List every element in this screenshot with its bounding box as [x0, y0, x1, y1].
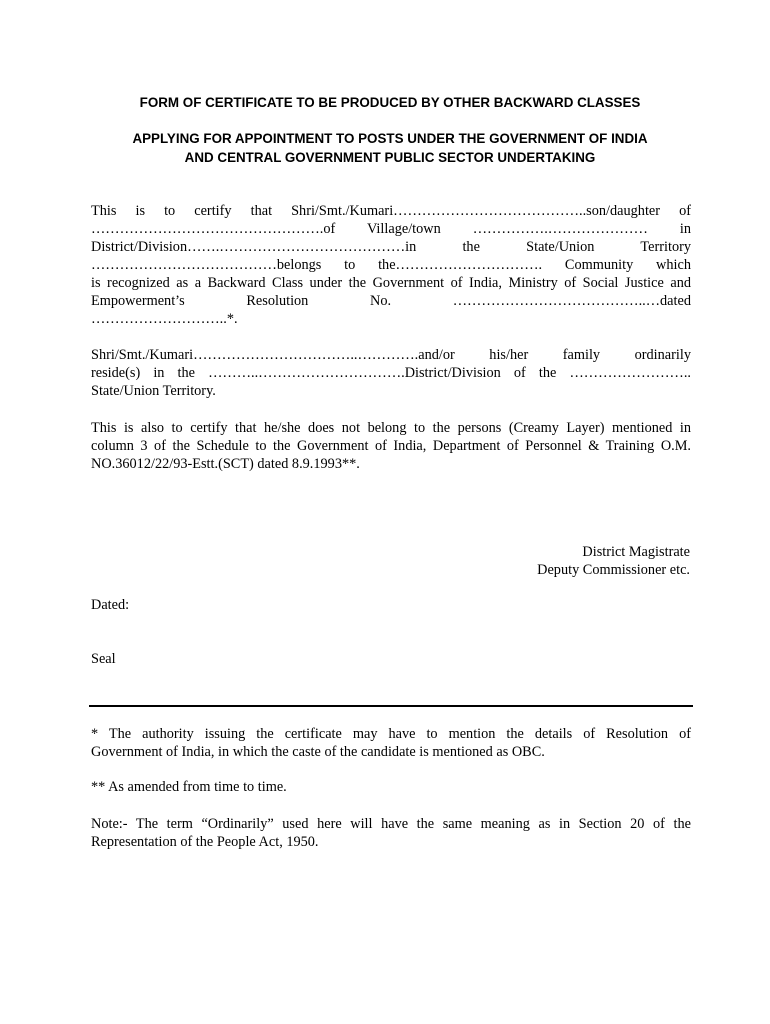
certify-line-2: ………………………………………….of Village/town …………….………………… in	[91, 221, 691, 237]
seal-label: Seal	[91, 651, 116, 667]
certify-line-1: This is to certify that Shri/Smt./Kumari…………………………………..son/daughter of	[91, 203, 691, 219]
reside-line-1: Shri/Smt./Kumari……………………………..………….and/or his/her family ordinarily	[91, 347, 691, 363]
form-subtitle-line-1: APPLYING FOR APPOINTMENT TO POSTS UNDER THE GOVERNMENT OF INDIA	[132, 131, 648, 146]
form-subtitle	[60, 129, 720, 167]
footnote-note	[91, 815, 691, 851]
signatory-title: District Magistrate	[582, 544, 690, 560]
reside-line-3: State/Union Territory.	[91, 383, 216, 399]
certify-line-5: is recognized as a Backward Class under the Government of India, Ministry of Social Justice and	[91, 275, 691, 291]
certify-line-6: Empowerment’s Resolution No. …………………………………..…dated	[91, 293, 691, 309]
footnote-1-line-2: Government of India, in which the caste of the candidate is mentioned as OBC.	[91, 744, 545, 760]
form-title: FORM OF CERTIFICATE TO BE PRODUCED BY OTHER BACKWARD CLASSES	[139, 95, 641, 110]
dated-label: Dated:	[91, 597, 130, 613]
creamy-line-2: column 3 of the Schedule to the Government of India, Department of Personnel & Training O.M.	[91, 438, 691, 454]
certify-paragraph	[91, 202, 691, 328]
creamy-line-3: NO.36012/22/93-Estt.(SCT) dated 8.9.1993**.	[91, 456, 360, 472]
note-line-1: Note:- The term “Ordinarily” used here will have the same meaning as in Section 20 of the	[91, 816, 691, 832]
creamy-line-1: This is also to certify that he/she does not belong to the persons (Creamy Layer) mentioned in	[91, 420, 691, 436]
note-line-2: Representation of the People Act, 1950.	[91, 834, 319, 850]
certify-line-4: …………………………………belongs to the…………………………. Community which	[91, 257, 691, 273]
certify-line-3: District/Division…….…………………………………in the State/Union Territory	[91, 239, 691, 255]
certify-line-7: ………………………..*.	[91, 311, 238, 327]
footnote-single-star	[91, 725, 691, 761]
signatory-subtitle: Deputy Commissioner etc.	[537, 562, 690, 578]
footnote-1-line-1: * The authority issuing the certificate may have to mention the details of Resolution of	[91, 726, 691, 742]
reside-line-2: reside(s) in the ………..………………………….District/Division of the ……………………..	[91, 365, 691, 381]
footnote-divider	[89, 705, 693, 707]
signatory-block	[537, 543, 690, 579]
reside-paragraph	[91, 346, 691, 400]
footnote-double-star: ** As amended from time to time.	[91, 779, 287, 795]
form-subtitle-line-2: AND CENTRAL GOVERNMENT PUBLIC SECTOR UNDERTAKING	[184, 150, 596, 165]
creamy-layer-paragraph	[91, 419, 691, 473]
